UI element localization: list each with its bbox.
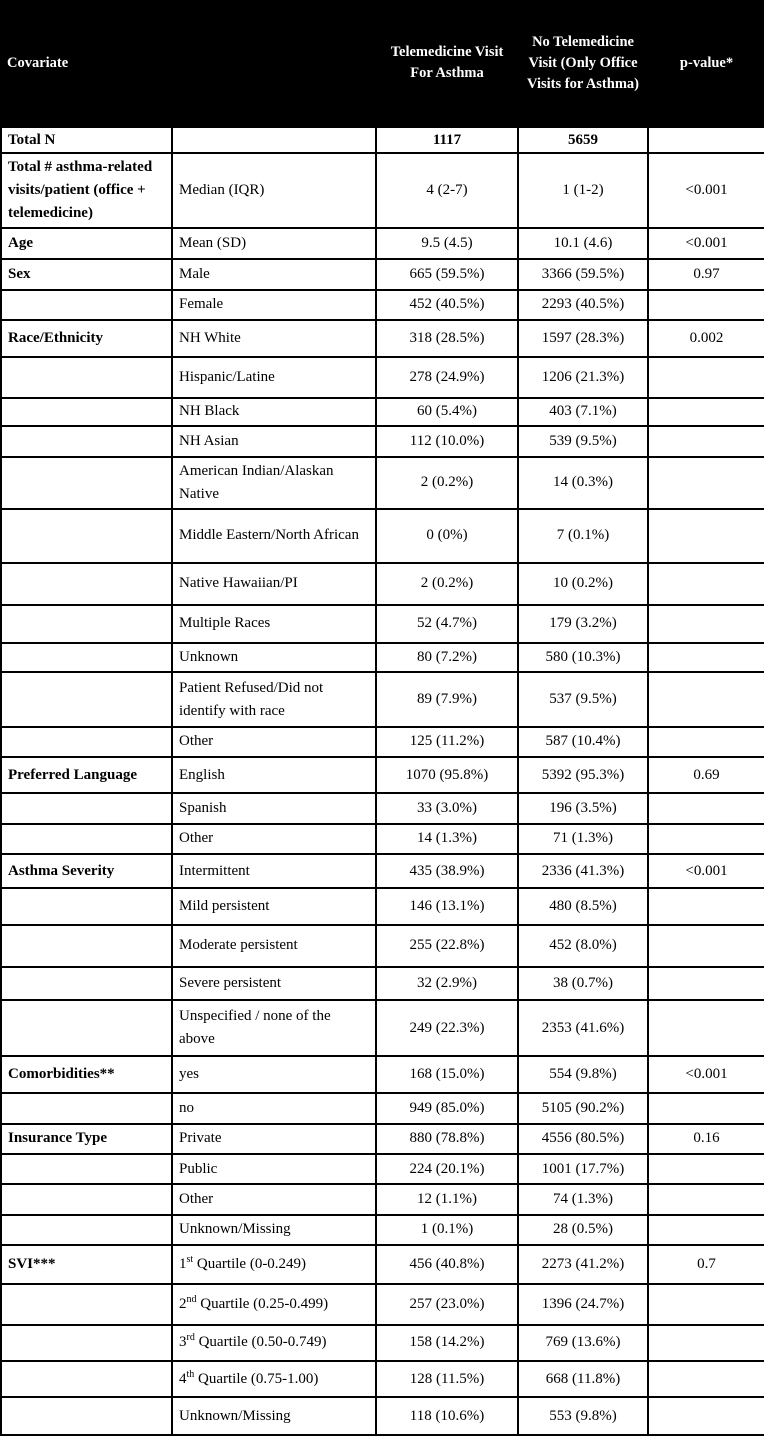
pvalue-cell (648, 888, 764, 924)
telemedicine-cell: 14 (1.3%) (376, 824, 518, 854)
ordinal-suffix: rd (186, 1332, 195, 1344)
level-cell: Patient Refused/Did not identify with race (172, 672, 376, 727)
pvalue-cell: <0.001 (648, 854, 764, 888)
pvalue-cell (648, 643, 764, 672)
level-cell: Unspecified / none of the above (172, 1000, 376, 1056)
level-cell: Female (172, 290, 376, 320)
covariate-cell: Age (1, 228, 172, 259)
level-cell: Hispanic/Latine (172, 357, 376, 397)
quartile-number: 1 (179, 1256, 187, 1273)
covariate-cell (1, 1215, 172, 1245)
ordinal-suffix: th (186, 1368, 195, 1380)
office-cell: 179 (3.2%) (518, 605, 648, 643)
telemedicine-cell: 2 (0.2%) (376, 457, 518, 509)
pvalue-cell: 0.97 (648, 259, 764, 289)
level-cell: Severe persistent (172, 967, 376, 1000)
level-cell: Unknown/Missing (172, 1397, 376, 1435)
telemedicine-cell: 665 (59.5%) (376, 259, 518, 289)
office-cell: 668 (11.8%) (518, 1361, 648, 1397)
covariate-cell (1, 888, 172, 924)
covariate-cell (1, 1154, 172, 1184)
pvalue-cell (648, 457, 764, 509)
table-row (1, 1284, 764, 1324)
level-cell: Native Hawaiian/PI (172, 563, 376, 604)
level-cell: Intermittent (172, 854, 376, 888)
level-cell: no (172, 1093, 376, 1123)
level-cell (172, 1284, 376, 1324)
quartile-range: Quartile (0.25-0.499) (196, 1295, 329, 1312)
pvalue-cell (648, 563, 764, 604)
level-cell: Other (172, 727, 376, 757)
office-cell: 2273 (41.2%) (518, 1245, 648, 1284)
telemedicine-cell: 255 (22.8%) (376, 925, 518, 967)
office-cell: 1 (1-2) (518, 153, 648, 228)
covariate-cell (1, 1000, 172, 1056)
table-row (1, 824, 764, 854)
telemedicine-cell: 1 (0.1%) (376, 1215, 518, 1245)
pvalue-cell (648, 824, 764, 854)
pvalue-cell (648, 1000, 764, 1056)
table-row (1, 153, 764, 228)
pvalue-cell: 0.002 (648, 320, 764, 357)
office-cell: 1396 (24.7%) (518, 1284, 648, 1324)
table-row (1, 457, 764, 509)
table-row (1, 1093, 764, 1123)
covariate-cell (1, 925, 172, 967)
telemedicine-cell: 33 (3.0%) (376, 793, 518, 823)
office-cell: 587 (10.4%) (518, 727, 648, 757)
table-row (1, 509, 764, 564)
pvalue-cell (648, 925, 764, 967)
pvalue-cell: 0.7 (648, 1245, 764, 1284)
pvalue-cell (648, 290, 764, 320)
telemedicine-cell: 880 (78.8%) (376, 1124, 518, 1154)
table-body (1, 127, 764, 1435)
table-row (1, 605, 764, 643)
pvalue-cell (648, 509, 764, 564)
telemedicine-cell: 249 (22.3%) (376, 1000, 518, 1056)
pvalue-cell (648, 1184, 764, 1214)
office-cell: 4556 (80.5%) (518, 1124, 648, 1154)
office-cell: 2293 (40.5%) (518, 290, 648, 320)
pvalue-cell (648, 967, 764, 1000)
level-cell: Private (172, 1124, 376, 1154)
office-cell: 5392 (95.3%) (518, 757, 648, 793)
table-row (1, 1245, 764, 1284)
table-row (1, 1361, 764, 1397)
table-row (1, 1056, 764, 1093)
level-cell: Mild persistent (172, 888, 376, 924)
quartile-number: 4 (179, 1370, 187, 1387)
table-row (1, 1184, 764, 1214)
table-row (1, 1154, 764, 1184)
telemedicine-cell: 89 (7.9%) (376, 672, 518, 727)
table-row (1, 228, 764, 259)
pvalue-cell (648, 1093, 764, 1123)
telemedicine-cell: 118 (10.6%) (376, 1397, 518, 1435)
office-cell: 769 (13.6%) (518, 1325, 648, 1361)
pvalue-cell (648, 672, 764, 727)
ordinal-suffix: nd (186, 1293, 197, 1305)
level-cell: Other (172, 1184, 376, 1214)
covariate-cell: Total # asthma-related visits/patient (office + telemedicine) (1, 153, 172, 228)
level-cell: Other (172, 824, 376, 854)
telemedicine-cell: 4 (2-7) (376, 153, 518, 228)
telemedicine-cell: 168 (15.0%) (376, 1056, 518, 1093)
covariate-cell (1, 290, 172, 320)
office-cell: 1001 (17.7%) (518, 1154, 648, 1184)
covariate-cell (1, 1184, 172, 1214)
covariate-cell (1, 426, 172, 457)
office-cell: 14 (0.3%) (518, 457, 648, 509)
covariate-cell: Insurance Type (1, 1124, 172, 1154)
quartile-number: 3 (179, 1334, 187, 1351)
covariate-cell (1, 357, 172, 397)
office-cell: 403 (7.1%) (518, 398, 648, 426)
level-cell (172, 1361, 376, 1397)
covariate-cell: Sex (1, 259, 172, 289)
level-cell: Unknown/Missing (172, 1215, 376, 1245)
header-pvalue: p-value* (648, 0, 764, 127)
table-row (1, 1000, 764, 1056)
covariate-cell (1, 605, 172, 643)
quartile-range: Quartile (0-0.249) (193, 1256, 307, 1273)
office-cell: 5105 (90.2%) (518, 1093, 648, 1123)
office-cell: 2336 (41.3%) (518, 854, 648, 888)
covariate-cell (1, 1284, 172, 1324)
office-cell: 2353 (41.6%) (518, 1000, 648, 1056)
pvalue-cell: 0.16 (648, 1124, 764, 1154)
pvalue-cell: 0.69 (648, 757, 764, 793)
office-cell: 580 (10.3%) (518, 643, 648, 672)
office-cell: 7 (0.1%) (518, 509, 648, 564)
level-cell: English (172, 757, 376, 793)
table-row (1, 290, 764, 320)
office-cell: 10 (0.2%) (518, 563, 648, 604)
telemedicine-cell: 318 (28.5%) (376, 320, 518, 357)
level-cell: Mean (SD) (172, 228, 376, 259)
pvalue-cell (648, 793, 764, 823)
pvalue-cell (648, 357, 764, 397)
table-row (1, 1215, 764, 1245)
office-cell: 38 (0.7%) (518, 967, 648, 1000)
covariate-cell (1, 398, 172, 426)
office-cell: 1206 (21.3%) (518, 357, 648, 397)
office-cell: 71 (1.3%) (518, 824, 648, 854)
level-cell: Middle Eastern/North African (172, 509, 376, 564)
level-cell (172, 1325, 376, 1361)
office-cell: 553 (9.8%) (518, 1397, 648, 1435)
covariate-cell: Comorbidities** (1, 1056, 172, 1093)
pvalue-cell (648, 1397, 764, 1435)
telemedicine-cell: 1070 (95.8%) (376, 757, 518, 793)
telemedicine-cell: 158 (14.2%) (376, 1325, 518, 1361)
telemedicine-cell: 9.5 (4.5) (376, 228, 518, 259)
pvalue-cell (648, 1154, 764, 1184)
table-row (1, 643, 764, 672)
office-cell: 5659 (518, 127, 648, 153)
level-cell: Male (172, 259, 376, 289)
telemedicine-cell: 80 (7.2%) (376, 643, 518, 672)
level-cell: Unknown (172, 643, 376, 672)
level-cell: NH Black (172, 398, 376, 426)
header-row (1, 0, 764, 127)
covariate-cell (1, 824, 172, 854)
table-row (1, 426, 764, 457)
table-row (1, 1397, 764, 1435)
covariate-cell (1, 1325, 172, 1361)
quartile-range: Quartile (0.50-0.749) (194, 1334, 327, 1351)
telemedicine-cell: 128 (11.5%) (376, 1361, 518, 1397)
office-cell: 480 (8.5%) (518, 888, 648, 924)
covariate-cell (1, 672, 172, 727)
pvalue-cell (648, 398, 764, 426)
covariate-cell (1, 563, 172, 604)
level-cell: yes (172, 1056, 376, 1093)
office-cell: 554 (9.8%) (518, 1056, 648, 1093)
office-cell: 74 (1.3%) (518, 1184, 648, 1214)
covariate-cell (1, 643, 172, 672)
table-row (1, 925, 764, 967)
pvalue-cell (648, 127, 764, 153)
telemedicine-cell: 224 (20.1%) (376, 1154, 518, 1184)
telemedicine-cell: 125 (11.2%) (376, 727, 518, 757)
office-cell: 10.1 (4.6) (518, 228, 648, 259)
office-cell: 537 (9.5%) (518, 672, 648, 727)
header-no-telemedicine: No Telemedicine Visit (Only Office Visits for Asthma) (518, 0, 648, 127)
table-row (1, 854, 764, 888)
level-cell: Spanish (172, 793, 376, 823)
telemedicine-cell: 32 (2.9%) (376, 967, 518, 1000)
covariate-cell: Preferred Language (1, 757, 172, 793)
office-cell: 3366 (59.5%) (518, 259, 648, 289)
table-row (1, 1325, 764, 1361)
header-telemedicine: Telemedicine Visit For Asthma (376, 0, 518, 127)
ordinal-suffix: st (186, 1254, 194, 1266)
pvalue-cell (648, 1215, 764, 1245)
table-row (1, 398, 764, 426)
quartile-range: Quartile (0.75-1.00) (194, 1370, 319, 1387)
covariate-cell: Asthma Severity (1, 854, 172, 888)
header-covariate: Covariate (1, 0, 376, 127)
telemedicine-cell: 146 (13.1%) (376, 888, 518, 924)
covariate-cell (1, 509, 172, 564)
table-row (1, 563, 764, 604)
table-row (1, 127, 764, 153)
office-cell: 1597 (28.3%) (518, 320, 648, 357)
pvalue-cell: <0.001 (648, 1056, 764, 1093)
table-row (1, 793, 764, 823)
telemedicine-cell: 12 (1.1%) (376, 1184, 518, 1214)
table-row (1, 1124, 764, 1154)
telemedicine-cell: 257 (23.0%) (376, 1284, 518, 1324)
telemedicine-cell: 1117 (376, 127, 518, 153)
covariate-cell (1, 1361, 172, 1397)
level-cell (172, 127, 376, 153)
covariate-cell (1, 1397, 172, 1435)
level-cell: Median (IQR) (172, 153, 376, 228)
covariate-cell: SVI*** (1, 1245, 172, 1284)
telemedicine-cell: 2 (0.2%) (376, 563, 518, 604)
pvalue-cell: <0.001 (648, 153, 764, 228)
telemedicine-cell: 456 (40.8%) (376, 1245, 518, 1284)
telemedicine-cell: 949 (85.0%) (376, 1093, 518, 1123)
covariate-cell (1, 457, 172, 509)
covariate-cell (1, 967, 172, 1000)
office-cell: 539 (9.5%) (518, 426, 648, 457)
level-cell: American Indian/Alaskan Native (172, 457, 376, 509)
covariate-cell (1, 727, 172, 757)
level-cell: NH White (172, 320, 376, 357)
pvalue-cell (648, 605, 764, 643)
telemedicine-cell: 278 (24.9%) (376, 357, 518, 397)
table-row (1, 757, 764, 793)
table-row (1, 357, 764, 397)
covariate-cell: Race/Ethnicity (1, 320, 172, 357)
telemedicine-cell: 435 (38.9%) (376, 854, 518, 888)
covariate-cell: Total N (1, 127, 172, 153)
level-cell: Public (172, 1154, 376, 1184)
telemedicine-cell: 60 (5.4%) (376, 398, 518, 426)
covariate-cell (1, 1093, 172, 1123)
table-row (1, 320, 764, 357)
office-cell: 452 (8.0%) (518, 925, 648, 967)
covariate-cell (1, 793, 172, 823)
telemedicine-cell: 52 (4.7%) (376, 605, 518, 643)
table-row (1, 727, 764, 757)
pvalue-cell: <0.001 (648, 228, 764, 259)
pvalue-cell (648, 1284, 764, 1324)
level-cell: NH Asian (172, 426, 376, 457)
table-row (1, 259, 764, 289)
table-row (1, 672, 764, 727)
level-cell (172, 1245, 376, 1284)
pvalue-cell (648, 1325, 764, 1361)
pvalue-cell (648, 727, 764, 757)
table-row (1, 967, 764, 1000)
pvalue-cell (648, 426, 764, 457)
level-cell: Moderate persistent (172, 925, 376, 967)
level-cell: Multiple Races (172, 605, 376, 643)
pvalue-cell (648, 1361, 764, 1397)
quartile-number: 2 (179, 1295, 187, 1312)
telemedicine-cell: 452 (40.5%) (376, 290, 518, 320)
table-row (1, 888, 764, 924)
telemedicine-cell: 0 (0%) (376, 509, 518, 564)
office-cell: 196 (3.5%) (518, 793, 648, 823)
office-cell: 28 (0.5%) (518, 1215, 648, 1245)
telemedicine-cell: 112 (10.0%) (376, 426, 518, 457)
